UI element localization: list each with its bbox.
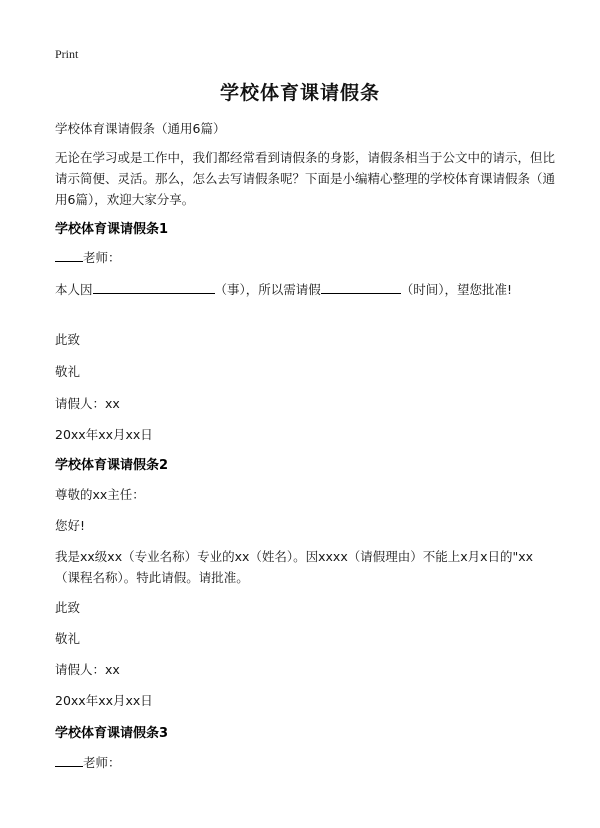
note2-greeting: 您好! — [55, 518, 86, 533]
note1-date: 20xx年xx月xx日 — [55, 427, 153, 442]
note2-salutation: 尊敬的xx主任： — [55, 487, 145, 502]
page-title: 学校体育课请假条 — [219, 82, 380, 104]
note2-date: 20xx年xx月xx日 — [55, 693, 153, 708]
print-link[interactable]: Print — [55, 47, 79, 61]
subtitle: 学校体育课请假条（通用6篇） — [55, 121, 226, 136]
reason-blank — [93, 281, 215, 294]
note1-heading: 学校体育课请假条1 — [55, 222, 169, 237]
intro-paragraph: 无论在学习或是工作中，我们都经常看到请假条的身影，请假条相当于公文中的请示，但比请示简便、灵活。那么，怎么去写请假条呢？下面是小编精心整理的学校体育课请假条（通用6篇），欢迎大家分享。 — [55, 150, 556, 207]
name-blank — [55, 754, 83, 767]
note1-body: 本人因 （事），所以需请假 （时间），望您批准! — [55, 282, 513, 297]
note1-closing1: 此致 — [55, 332, 81, 347]
time-blank — [321, 281, 401, 294]
note3-heading: 学校体育课请假条3 — [55, 726, 169, 741]
note2-closing1: 此致 — [55, 600, 81, 615]
note2-heading: 学校体育课请假条2 — [55, 458, 169, 473]
note1-salutation: 老师： — [55, 247, 555, 268]
note1-signer: 请假人：xx — [55, 396, 120, 411]
name-blank — [55, 249, 83, 262]
note2-signer: 请假人：xx — [55, 662, 120, 677]
note1-closing2: 敬礼 — [55, 364, 81, 379]
note2-closing2: 敬礼 — [55, 631, 81, 646]
note2-body: 我是xx级xx（专业名称）专业的xx（姓名）。因xxxx（请假理由）不能上x月x日的"xx（课程名称）。特此请假。请批准。 — [55, 549, 534, 585]
note3-salutation: 老师： — [55, 752, 555, 773]
